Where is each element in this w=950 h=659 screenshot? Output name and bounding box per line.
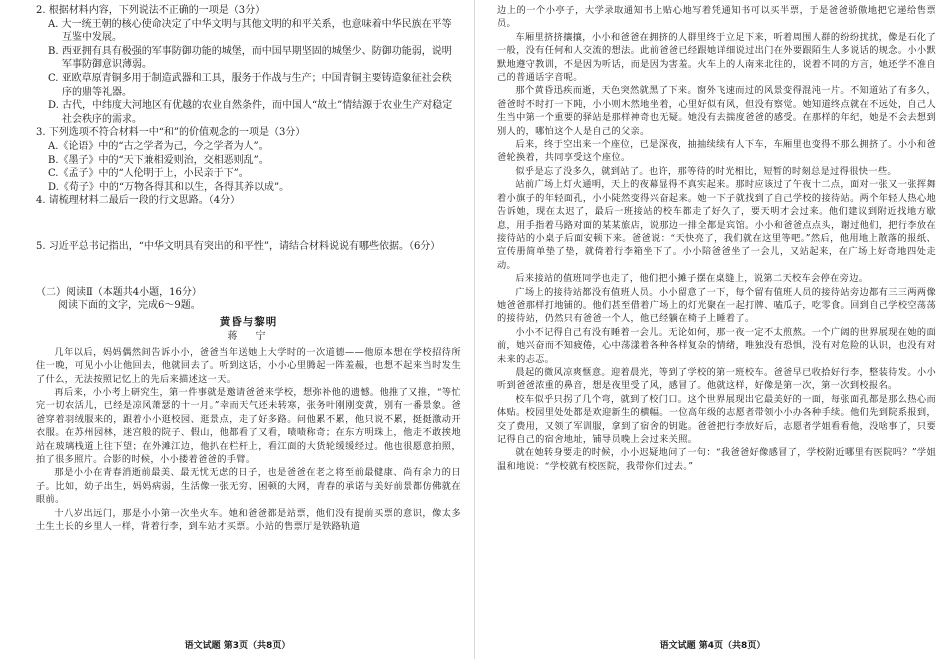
story-paragraph: 站前广场上灯火通明，天上的夜幕显得不真实起来。那时应该过了午夜十二点，面对一张又一张挥舞着小旗子的年轻面孔，小小陡然变得兴奋起来。她一下子就找到了自己学校的接待站。两个年轻人热心地告诉她，现在太迟了，最后一班接站的校车都走了好久了，要天明才会过来。他们建议到附近找地方歇息，用手指着马路对面的某某旅店，说那边一排全都是宾馆。小小和爸爸点点头，谢过他们，把行李放在接待站的小桌子后面安顿下来。爸爸说：“天快亮了，我们就在这里等吧。”然后，他用地上散落的报纸、宣传册简单垫了垫，就倚着行李箱坐下了。小小陪爸爸坐了一会儿，又站起来，在广场上好奇地四处走动。 — [497, 179, 936, 271]
answer-space-q5 — [36, 254, 461, 286]
story-paragraph: 后来接站的值班同学也走了，他们把小摊子摆在桌缝上，说第二天校车会停在旁边。 — [515, 273, 869, 285]
question-3-option-b: B.《墨子》中的“天下兼相爱则治，交相恶则乱”。 — [48, 154, 269, 166]
story-paragraph: 十八岁出远门，那是小小第一次坐火车。她和爸爸都是站票，他们没有提前买票的意识，像太多土生土长的乡里人一样，背着行李，到车站才买票。小站的售票厅是铁路轨道 — [36, 507, 461, 532]
story-paragraph: 晨起的微风凉爽惬意。迎着晨光，等到了学校的第一班校车。爸爸早已收拾好行李，整装待发。小小听到爸爸浓重的鼻音，想是夜里受了风，感冒了。他就这样，好像是第一次，第一次到校报名。 — [497, 366, 936, 392]
exam-page-4 — [475, 0, 950, 659]
question-3-stem: 3. 下列选项不符合材料一中“和”的价值观念的一项是（3分） — [36, 127, 306, 139]
story-paragraph: 再后来，小小考上研究生，第一件事就是邀请爸爸来学校，想弥补他的遗憾。他推了又推，“等忙完一切农活儿，已经是凉风萧瑟的十一月。”幸而天气还未转寒，张务叶刚刚变黄，别有一番景象。爸爸穿着羽绒服来的，跟着小小逛校园、逛景点，走了好多路。问他累不累，他只说不累，挺挺激动开衣服。在苏州园林，迷宫般的院子、假山，他都看了又看，啧啧称奇；在东方明珠上，他走不敢挨地站在玻璃栈道上往下望；在外滩江边，他扒在栏杆上，看江面的大货轮缓缓经过。他也很愿意拍照，拍了很多照片。合影的时候，小小搂着爸爸的手臂。 — [36, 386, 461, 465]
story-paragraph: 那是小小在青春消逝前最美、最无忧无虑的日子，也是爸爸在老之将至前最健康、尚有余力的日子。比如，幼子出生，妈妈病弱，生活像一张无穷、困顿的大网，青春的承诺与美好前景都仿佛就在眼前。 — [36, 467, 461, 506]
page-footer: 语文试题 第4页（共8页） — [659, 641, 766, 651]
question-2-stem: 2. 根据材料内容，下列说法不正确的一项是（3分） — [36, 5, 266, 16]
section-instruction: 阅读下面的文字，完成6～9题。 — [58, 300, 201, 312]
question-2-option-a: A. 大一统王朝的核心使命决定了中华文明与其他文明的和平关系，也意味着中华民族在平等互鉴中发展。 — [48, 18, 452, 44]
story-paragraph: 小小不记得自己有没有睡着一会儿。无论如何，那一夜一定不太煎熬。一个广阔的世界展现在她的面前，她兴奋而不知疲倦，心中荡漾着各种各样复杂的情绪，唯独没有恐惧，没有对危险的认识，也没有对未来的忐忑。 — [497, 326, 936, 365]
story-paragraph: 那个黄昏迅疾而逝，天色突然就黑了下来。窗外飞速而过的风景变得混沌一片。不知道站了有多久，爸爸时不时打一下盹，小小则木然地坐着，心里好似有风，但没有察觉。她知道终点就在不远处，自己人生当中第一个重要的驿站是那样神奇也无疑。她没有去揣度爸爸的感受。在那样的年纪，她是不会去想到别人的，哪怕这个人是自己的父亲。 — [497, 85, 936, 137]
story-paragraph: 车厢里挤挤攘攘，小小和爸爸在拥挤的人群里终于立足下来，听着周围人群的纷纷扰扰，像是石化了一般，没有任何和人交流的想法。此前爸爸已经跟她详细说过出门在外要跟陌生人多说话的规念。小小默默地遵守教训，不是因为听话，而是因为害羞。火车上的人南来北往的，说着不同的方言，她还学不准自己的普通话字音呢。 — [497, 31, 936, 84]
question-5-stem: 5. 习近平总书记指出，“中华文明具有突出的和平性”，请结合材料说说有哪些依据。（6分） — [36, 240, 441, 252]
story-paragraph: 后来，终于空出来一个座位，已是深夜，抽抽续续有人下车，车厢里也变得不那么拥挤了。小小和爸爸轮换着，共同享受这个座位。 — [497, 139, 936, 164]
page-footer: 语文试题 第3页（共8页） — [184, 641, 291, 651]
story-title: 黄昏与黎明 — [219, 315, 278, 328]
question-3-option-c: C.《孟子》中的“人伦明于上，小民亲于下”。 — [48, 168, 249, 180]
story-paragraph: 边上的一个小亭子，大学录取通知书上贴心地写着凭通知书可以买半票，于是爸爸骄傲地把它递给售票员。 — [497, 5, 936, 30]
answer-space-q4 — [36, 208, 461, 240]
story-paragraph: 校车似乎只拐了几个弯，就到了校门口。这个世界展现出它最美好的一面，每张面孔都是那么热心而体贴。校园里处处都是欢迎新生的横幅。一位高年级的志愿者带领小小办各种手续。他们先到院系报到，交了费用，又领了军训服，拿到了宿舍的钥匙。爸爸把行李放好后，志愿者学姐看看他，没啥事了，只要记得自己的宿舍地址，铺导员晚上会过来关照。 — [497, 393, 936, 445]
question-2-option-c: C. 亚欧草原青铜多用于制造武器和工具，服务于作战与生产；中国青铜主要铸造象征社会秩序的鼎等礼器。 — [48, 72, 452, 98]
question-2-option-b: B. 西亚拥有具有极强的军事防御功能的城堡，而中国早期坚固的城堡少、防御功能弱，说明军事防御意识薄弱。 — [48, 45, 452, 71]
question-3-option-d: D.《荀子》中的“万物各得其和以生，各得其养以成”。 — [48, 181, 290, 193]
story-paragraph: 广场上的接待站都没有值班人员。小小留意了一下，每个留有值班人员的接待站旁边都有三三两两像她爸爸那样打地铺的。他们甚至借着广场上的灯光聚在一起打牌、嗑瓜子，吃零食。回到自己学校空荡荡的接待站，仍然只有爸爸一个人，他已经躺在椅子上睡着了。 — [497, 286, 936, 325]
story-paragraph: 就在她转身要走的时候，小小迟疑地问了一句：“我爸爸好像感冒了，学校附近哪里有医院吗？”学姐温和地说：“学校就有校医院，我带你们过去。” — [497, 447, 936, 472]
story-paragraph: 似乎是忘了没多久，就到站了。也许，那等待的时光相比，短暂的时刻总是过得很快一些。 — [515, 165, 897, 177]
question-4-stem: 4. 请梳理材料二最后一段的行文思路。（4分） — [36, 195, 241, 207]
question-3-option-a: A.《论语》中的“古之学者为己，今之学者为人”。 — [48, 140, 269, 152]
story-author: 蒋 宁 — [227, 330, 270, 342]
section-heading: （二）阅读Ⅱ（本题共4小题，16分） — [36, 286, 202, 298]
story-paragraph: 几年以后，妈妈偶然间告诉小小，爸爸当年送她上大学时的一次道德——他原本想在学校招待所住一晚，可见小小让他回去，他就回去了。听到这话，小小心里腾起一阵羞赧，也想不起来当时发生了什么，无法按照记忆上的先后来描述这一天。 — [36, 346, 461, 385]
question-2-option-d: D. 古代，中纬度大河地区有优越的农业自然条件，而中国人“故土”情结源于农业生产对稳定社会秩序的需求。 — [48, 100, 453, 125]
